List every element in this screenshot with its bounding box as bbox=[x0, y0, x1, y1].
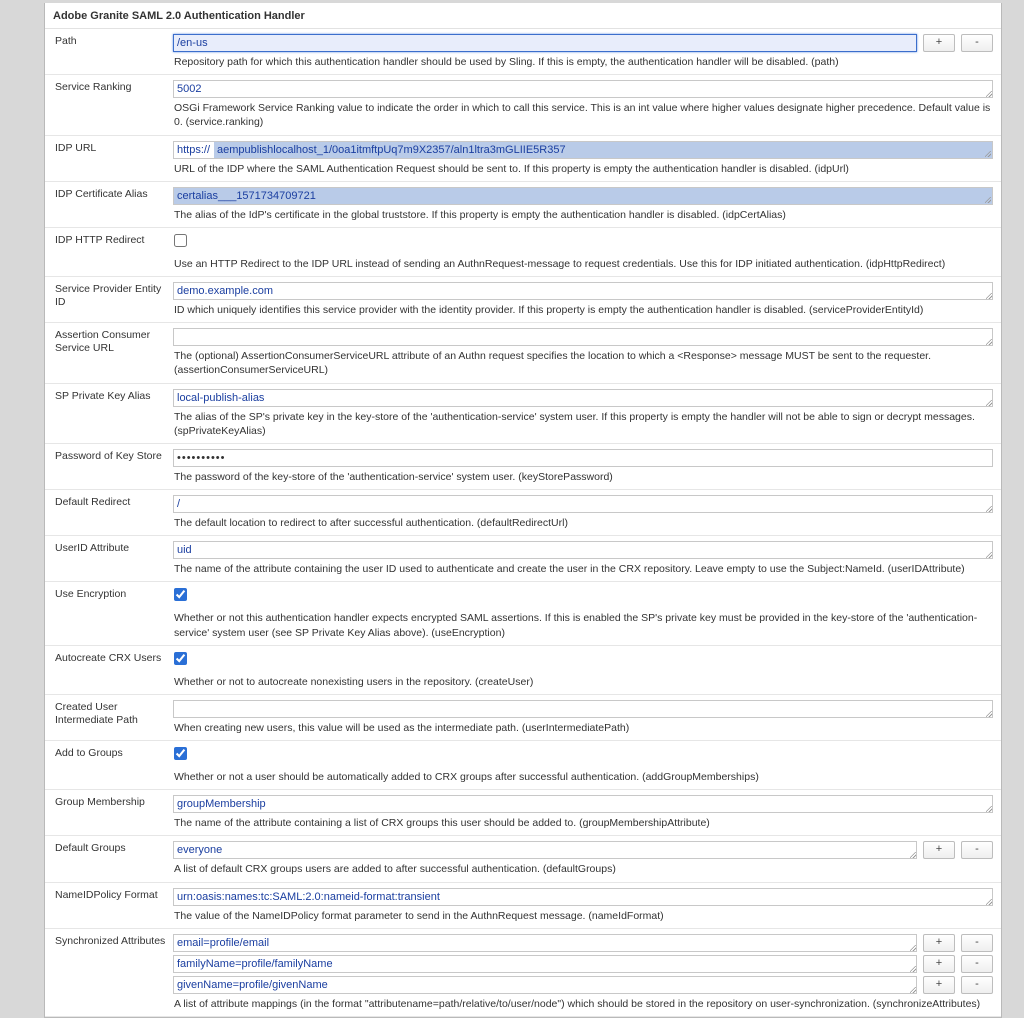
field-sp-entity-id bbox=[173, 277, 1001, 323]
field-nameid-format bbox=[173, 882, 1001, 928]
label-synchronized-attributes: Synchronized Attributes bbox=[55, 934, 166, 947]
path-description: Repository path for which this authentication handler should be used by Sling. If this is empty, the authentication handler will be disabled. (path) bbox=[174, 56, 839, 68]
field-add-to-groups bbox=[173, 741, 1001, 790]
form-row-default-redirect bbox=[45, 490, 1001, 536]
form-row-userid-attribute bbox=[45, 536, 1001, 582]
idp-cert-alias-input[interactable] bbox=[173, 187, 993, 205]
form-row-add-to-groups bbox=[45, 741, 1001, 790]
label-group-membership: Group Membership bbox=[55, 796, 145, 809]
group-membership-input[interactable] bbox=[173, 795, 993, 813]
synchronized-attributes-remove-button-3[interactable]: - bbox=[961, 976, 993, 994]
saml-config-panel bbox=[44, 3, 1002, 1018]
form-row-autocreate-users bbox=[45, 645, 1001, 694]
synchronized-attributes-description: A list of attribute mappings (in the format "attributename=path/relative/to/user/node") which should be stored in the repository on user-synchronization. (synchronizeAttributes) bbox=[174, 997, 981, 1010]
form-row-use-encryption bbox=[45, 582, 1001, 645]
form-row-idp-url bbox=[45, 135, 1001, 181]
form-row-assertion-consumer-url bbox=[45, 323, 1001, 383]
assertion-consumer-url-input[interactable] bbox=[173, 328, 993, 346]
use-encryption-description: Whether or not this authentication handler expects encrypted SAML assertions. If this is enabled the SP's private key must be provided in the key-store of the 'authentication-service' system user (see SP Private Key Alias above). (useEncryption) bbox=[174, 612, 978, 639]
idp-cert-alias-value: certalias___1571734709721 bbox=[174, 188, 992, 204]
group-membership-description: The name of the attribute containing a list of CRX groups this user should be added to. (groupMembershipAttribute) bbox=[174, 817, 710, 830]
label-user-intermediate-path: Created User Intermediate Path bbox=[55, 700, 138, 727]
form-row-keystore-password bbox=[45, 443, 1001, 489]
label-userid-attribute: UserID Attribute bbox=[55, 542, 130, 555]
form-row-service-ranking bbox=[45, 75, 1001, 135]
default-redirect-input[interactable] bbox=[173, 495, 993, 513]
form-row-synchronized-attributes bbox=[45, 928, 1001, 1016]
synchronized-attributes-add-button-3[interactable]: + bbox=[923, 976, 955, 994]
form-row-sp-entity-id bbox=[45, 277, 1001, 323]
field-assertion-consumer-url bbox=[173, 323, 1001, 383]
field-default-redirect bbox=[173, 490, 1001, 536]
label-use-encryption: Use Encryption bbox=[55, 588, 127, 601]
label-idp-url: IDP URL bbox=[55, 141, 97, 154]
default-groups-add-button[interactable]: + bbox=[923, 841, 955, 859]
sp-entity-id-input[interactable] bbox=[173, 282, 993, 300]
idp-http-redirect-description: Use an HTTP Redirect to the IDP URL instead of sending an AuthnRequest-message to request credentials. Use this for IDP initiated authentication. (idpHttpRedirect) bbox=[174, 257, 946, 270]
user-intermediate-path-description: When creating new users, this value will be used as the intermediate path. (userIntermediatePath) bbox=[174, 721, 630, 734]
label-nameid-format: NameIDPolicy Format bbox=[55, 888, 158, 901]
label-idp-cert-alias: IDP Certificate Alias bbox=[55, 187, 148, 200]
field-user-intermediate-path bbox=[173, 694, 1001, 740]
field-userid-attribute bbox=[173, 536, 1001, 582]
synchronized-attributes-remove-button-2[interactable]: - bbox=[961, 955, 993, 973]
label-default-redirect: Default Redirect bbox=[55, 496, 131, 509]
sp-private-key-alias-description: The alias of the SP's private key in the key-store of the 'authentication-service' system user. If this property is empty the handler will not be able to sign or decrypt messages. (spPrivateKeyAlias) bbox=[174, 410, 975, 437]
field-service-ranking bbox=[173, 75, 1001, 135]
label-keystore-password: Password of Key Store bbox=[55, 449, 162, 462]
label-idp-http-redirect: IDP HTTP Redirect bbox=[55, 233, 145, 246]
path-add-button[interactable]: + bbox=[923, 34, 955, 52]
field-default-groups bbox=[173, 836, 1001, 882]
keystore-password-input[interactable] bbox=[173, 449, 993, 467]
form-row-idp-http-redirect bbox=[45, 227, 1001, 276]
form-row-user-intermediate-path bbox=[45, 694, 1001, 740]
userid-attribute-description: The name of the attribute containing the user ID used to authenticate and create the user in the CRX repository. Leave empty to use the Subject:NameId. (userIDAttribute) bbox=[174, 563, 965, 576]
synchronized-attributes-add-button-1[interactable]: + bbox=[923, 934, 955, 952]
synchronized-attributes-input-2[interactable] bbox=[173, 955, 917, 973]
label-service-ranking: Service Ranking bbox=[55, 81, 132, 94]
config-form bbox=[45, 29, 1001, 1017]
form-row-nameid-format bbox=[45, 882, 1001, 928]
user-intermediate-path-input[interactable] bbox=[173, 700, 993, 718]
form-row-sp-private-key-alias bbox=[45, 383, 1001, 443]
synchronized-attributes-input-1[interactable] bbox=[173, 934, 917, 952]
label-sp-private-key-alias: SP Private Key Alias bbox=[55, 389, 151, 402]
synchronized-attributes-add-button-2[interactable]: + bbox=[923, 955, 955, 973]
sp-private-key-alias-input[interactable] bbox=[173, 389, 993, 407]
idp-url-selected-text: aempublishlocalhost_1/0oa1itmftpUq7m9X2357/aln1ltra3mGLIIE5R357 bbox=[214, 142, 992, 158]
default-groups-input[interactable] bbox=[173, 841, 917, 859]
add-to-groups-checkbox[interactable] bbox=[174, 747, 187, 760]
default-groups-remove-button[interactable]: - bbox=[961, 841, 993, 859]
autocreate-users-description: Whether or not to autocreate nonexisting users in the repository. (createUser) bbox=[174, 675, 534, 688]
form-row-default-groups bbox=[45, 836, 1001, 882]
label-add-to-groups: Add to Groups bbox=[55, 747, 123, 760]
field-sp-private-key-alias bbox=[173, 383, 1001, 443]
label-autocreate-users: Autocreate CRX Users bbox=[55, 651, 162, 664]
userid-attribute-input[interactable] bbox=[173, 541, 993, 559]
autocreate-users-checkbox[interactable] bbox=[174, 652, 187, 665]
assertion-consumer-url-description: The (optional) AssertionConsumerServiceURL attribute of an Authn request specifies the location to which a <Response> message MUST be sent to the requester. (assertionConsumerServiceURL) bbox=[174, 350, 931, 377]
default-groups-description: A list of default CRX groups users are added to after successful authentication. (defaultGroups) bbox=[174, 863, 616, 876]
field-group-membership bbox=[173, 790, 1001, 836]
label-path: Path bbox=[55, 35, 77, 47]
idp-url-protocol: https:// bbox=[177, 143, 211, 156]
nameid-format-input[interactable] bbox=[173, 888, 993, 906]
add-to-groups-description: Whether or not a user should be automatically added to CRX groups after successful authentication. (addGroupMemberships) bbox=[174, 771, 759, 784]
idp-url-input[interactable] bbox=[173, 141, 993, 159]
nameid-format-description: The value of the NameIDPolicy format parameter to send in the AuthnRequest message. (nameIdFormat) bbox=[174, 909, 664, 922]
form-row-path bbox=[45, 29, 1001, 75]
field-idp-url bbox=[173, 135, 1001, 181]
field-synchronized-attributes bbox=[173, 928, 1001, 1016]
idp-cert-alias-description: The alias of the IdP's certificate in the global truststore. If this property is empty the authentication handler is disabled. (idpCertAlias) bbox=[174, 208, 786, 221]
field-idp-cert-alias bbox=[173, 181, 1001, 227]
field-idp-http-redirect bbox=[173, 227, 1001, 276]
keystore-password-description: The password of the key-store of the 'authentication-service' system user. (keyStorePassword) bbox=[174, 470, 613, 483]
sp-entity-id-description: ID which uniquely identifies this service provider with the identity provider. If this property is empty the authentication handler is disabled. (serviceProviderEntityId) bbox=[174, 304, 924, 317]
label-sp-entity-id: Service Provider Entity ID bbox=[55, 283, 162, 309]
panel-title: Adobe Granite SAML 2.0 Authentication Handler bbox=[45, 3, 1001, 29]
field-autocreate-users bbox=[173, 645, 1001, 694]
path-input[interactable] bbox=[173, 34, 917, 52]
default-redirect-description: The default location to redirect to after successful authentication. (defaultRedirectUrl) bbox=[174, 517, 568, 530]
field-keystore-password bbox=[173, 443, 1001, 489]
use-encryption-checkbox[interactable] bbox=[174, 588, 187, 601]
idp-url-description: URL of the IDP where the SAML Authentication Request should be sent to. If this property is empty the authentication handler is disabled. (idpUrl) bbox=[174, 162, 849, 175]
service-ranking-input[interactable] bbox=[173, 80, 993, 98]
path-remove-button[interactable]: - bbox=[961, 34, 993, 52]
form-row-idp-cert-alias bbox=[45, 181, 1001, 227]
label-assertion-consumer-url: Assertion Consumer Service URL bbox=[55, 329, 151, 355]
synchronized-attributes-input-3[interactable] bbox=[173, 976, 917, 994]
form-row-group-membership bbox=[45, 790, 1001, 836]
label-default-groups: Default Groups bbox=[55, 842, 126, 855]
synchronized-attributes-remove-button-1[interactable]: - bbox=[961, 934, 993, 952]
idp-http-redirect-checkbox[interactable] bbox=[174, 234, 187, 247]
field-use-encryption bbox=[173, 582, 1001, 645]
field-path bbox=[173, 29, 1001, 75]
service-ranking-description: OSGi Framework Service Ranking value to indicate the order in which to call this service. This is an int value where higher values designate higher precedence. Default value is 0. (service.ranking) bbox=[174, 102, 991, 129]
